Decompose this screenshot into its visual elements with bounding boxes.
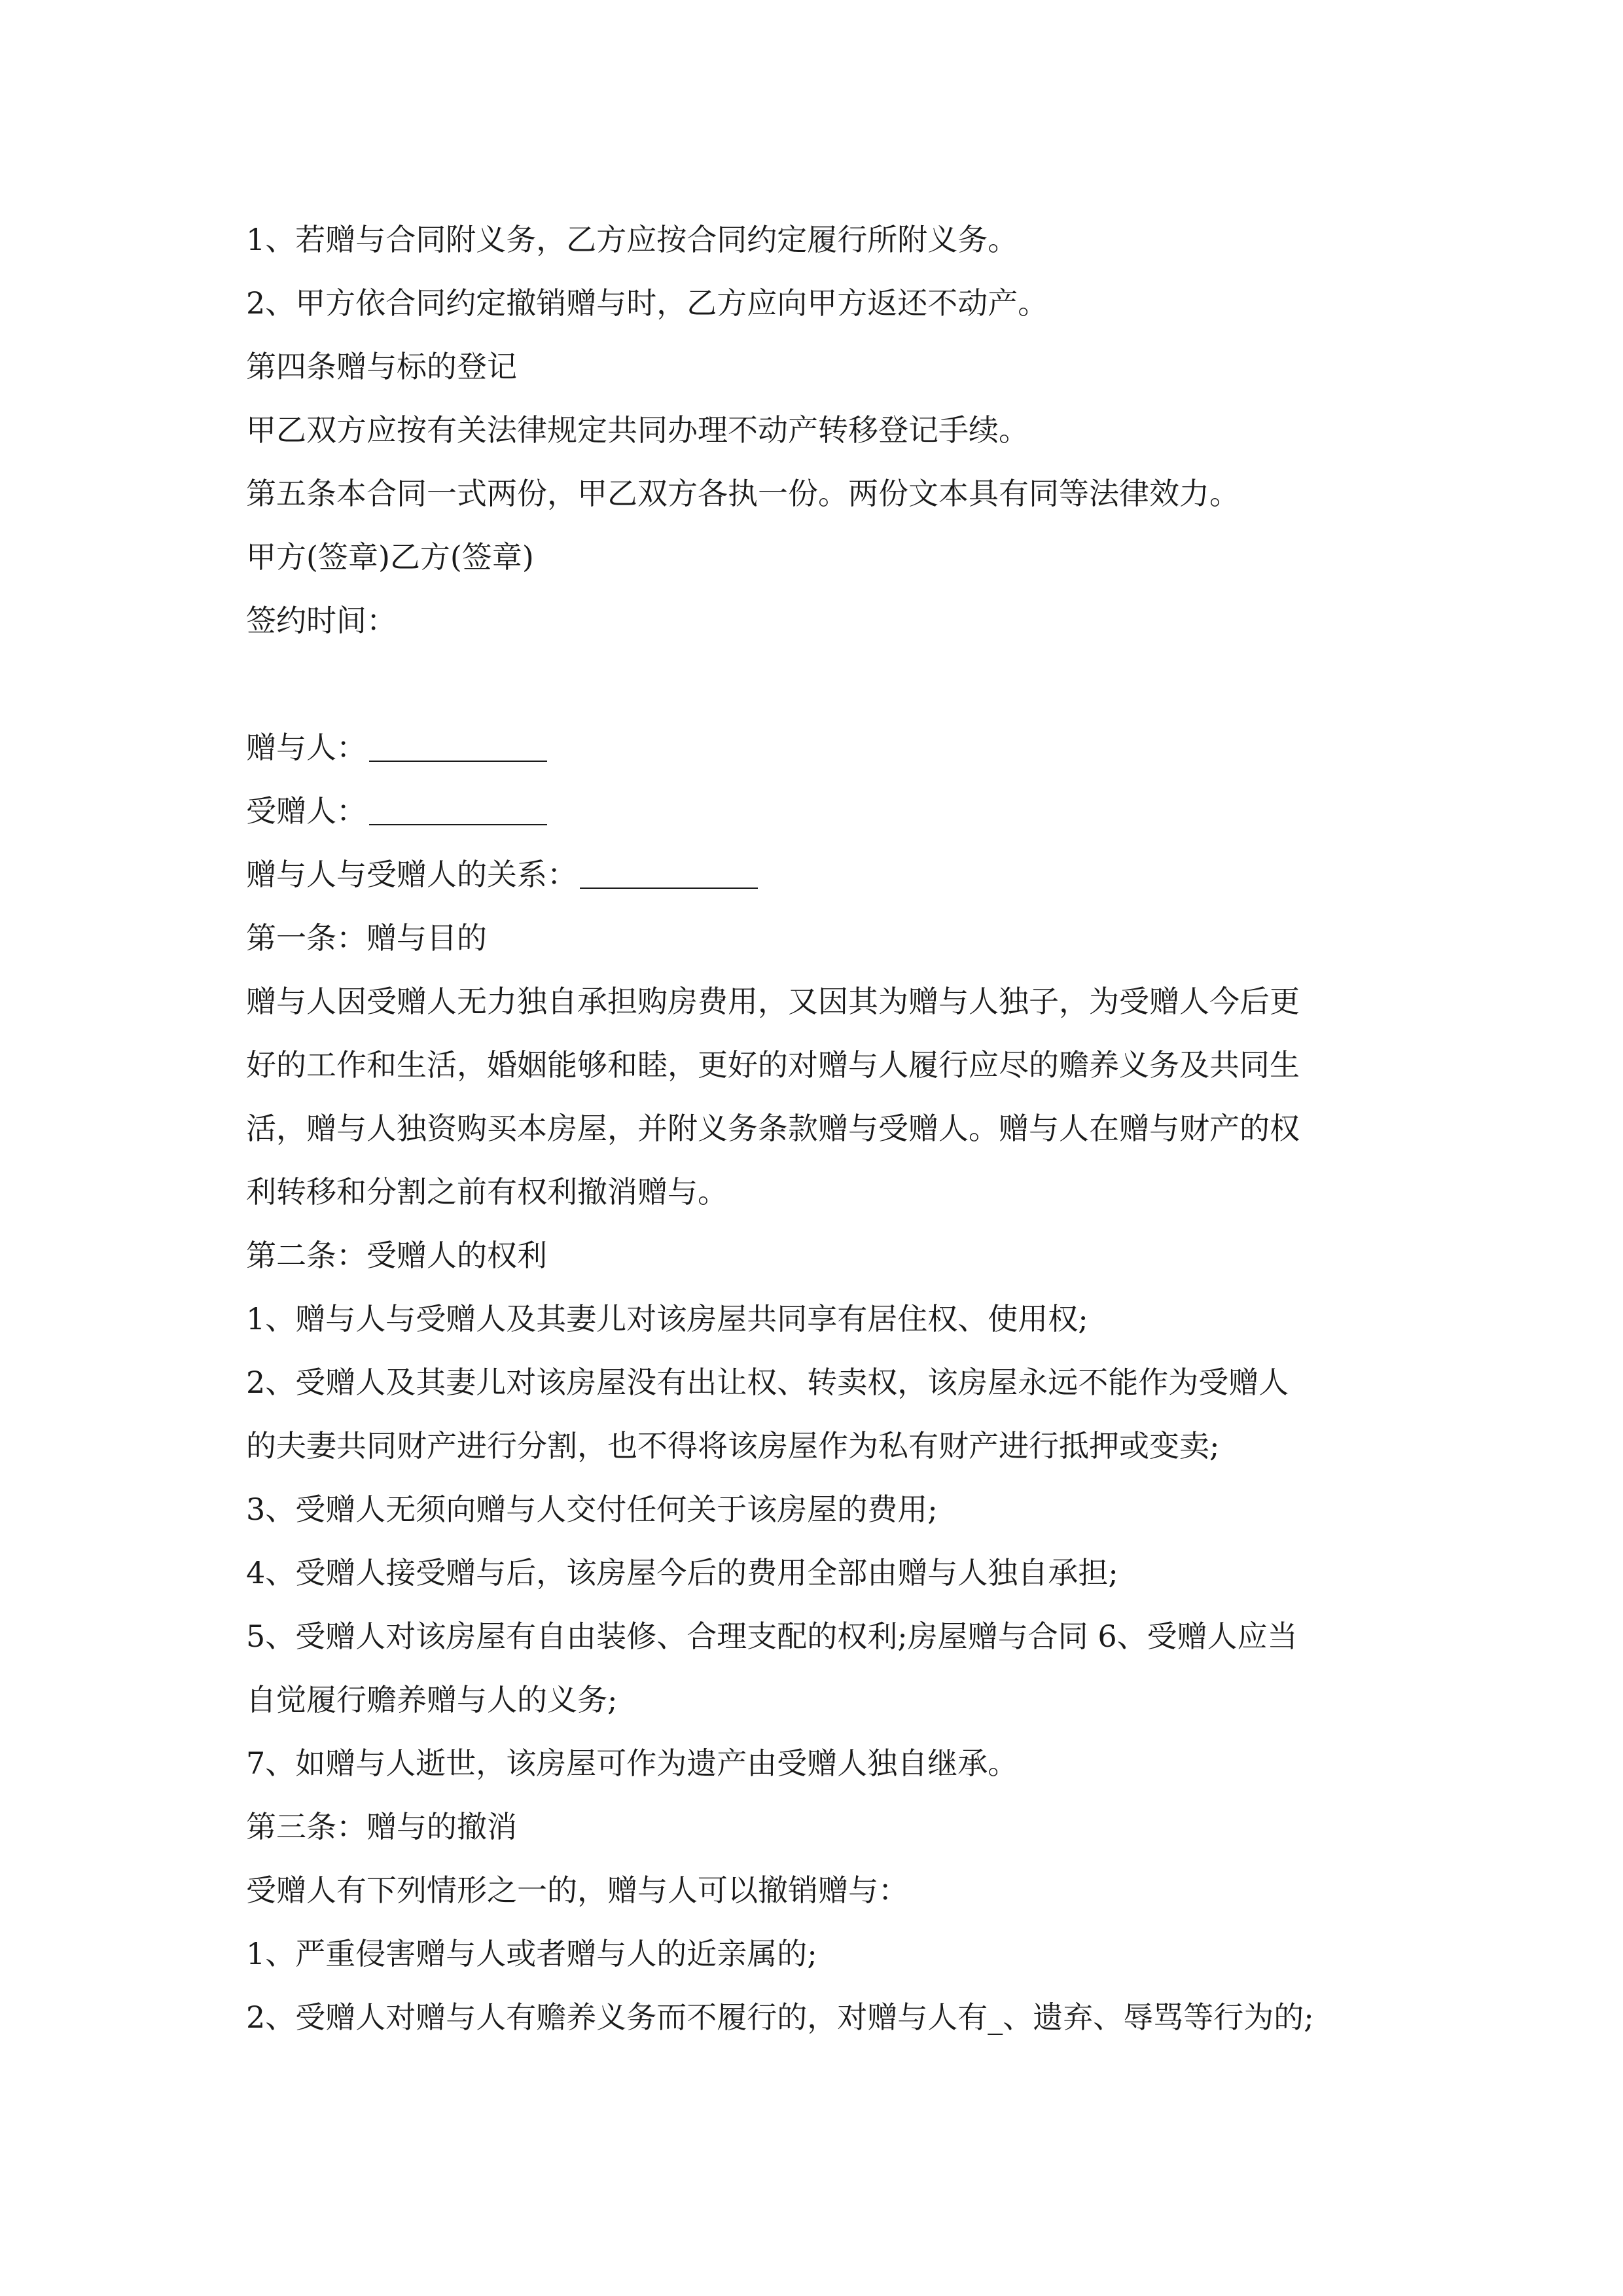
- article-3-text: 2、受赠人对赠与人有赡养义务而不履行的，对赠与人有_、遗弃、辱骂等行为的;: [246, 2000, 1314, 2035]
- article-1-text: 利转移和分割之前有权利撤消赠与。: [246, 1174, 728, 1210]
- clause-text: 甲乙双方应按有关法律规定共同办理不动产转移登记手续。: [246, 412, 1029, 448]
- donor-label: 赠与人：: [246, 730, 366, 765]
- article-2-text: 4、受赠人接受赠与后，该房屋今后的费用全部由赠与人独自承担;: [246, 1555, 1118, 1590]
- signature-line: 甲方(签章)乙方(签章): [246, 539, 534, 575]
- article-1-text: 活，赠与人独资购买本房屋，并附义务条款赠与受赠人。赠与人在赠与财产的权: [246, 1111, 1300, 1146]
- article-2-text: 2、受赠人及其妻儿对该房屋没有出让权、转卖权，该房屋永远不能作为受赠人: [246, 1365, 1289, 1400]
- article-1-text: 好的工作和生活，婚姻能够和睦，更好的对赠与人履行应尽的赡养义务及共同生: [246, 1047, 1300, 1083]
- donee-field: [246, 780, 1385, 843]
- article-2-text: 7、如赠与人逝世，该房屋可作为遗产由受赠人独自继承。: [246, 1746, 1018, 1781]
- clause-text: 2、甲方依合同约定撤销赠与时，乙方应向甲方返还不动产。: [246, 285, 1048, 321]
- article-2-heading: 第二条：受赠人的权利: [246, 1238, 547, 1273]
- article-3-text: 受赠人有下列情形之一的，赠与人可以撤销赠与：: [246, 1873, 908, 1908]
- article-2-text: 3、受赠人无须向赠与人交付任何关于该房屋的费用;: [246, 1492, 938, 1527]
- article-3-text: 1、严重侵害赠与人或者赠与人的近亲属的;: [246, 1936, 817, 1971]
- article-1-text: 赠与人因受赠人无力独自承担购房费用，又因其为赠与人独子，为受赠人今后更: [246, 984, 1300, 1019]
- relation-blank: [580, 857, 758, 889]
- article-2-text: 自觉履行赡养赠与人的义务;: [246, 1682, 618, 1717]
- clause-text: 1、若赠与合同附义务，乙方应按合同约定履行所附义务。: [246, 222, 1018, 257]
- article-3-heading: 第三条：赠与的撤消: [246, 1809, 517, 1844]
- relation-field: [246, 843, 1385, 906]
- article-2-text: 1、赠与人与受赠人及其妻儿对该房屋共同享有居住权、使用权;: [246, 1301, 1088, 1336]
- clause-text: 第五条本合同一式两份，甲乙双方各执一份。两份文本具有同等法律效力。: [246, 476, 1240, 511]
- donee-label: 受赠人：: [246, 793, 366, 829]
- article-2-text: 的夫妻共同财产进行分割，也不得将该房屋作为私有财产进行抵押或变卖;: [246, 1428, 1220, 1463]
- spacer: [246, 653, 1385, 716]
- donor-blank: [369, 730, 547, 762]
- donor-field: [246, 716, 1385, 780]
- section-heading: 第四条赠与标的登记: [246, 349, 517, 384]
- donee-blank: [369, 794, 547, 825]
- signing-date-label: 签约时间：: [246, 603, 397, 638]
- document-page: [246, 208, 1385, 2049]
- article-2-text: 5、受赠人对该房屋有自由装修、合理支配的权利;房屋赠与合同 6、受赠人应当: [246, 1619, 1298, 1654]
- article-1-heading: 第一条：赠与目的: [246, 920, 487, 956]
- relation-label: 赠与人与受赠人的关系：: [246, 857, 577, 892]
